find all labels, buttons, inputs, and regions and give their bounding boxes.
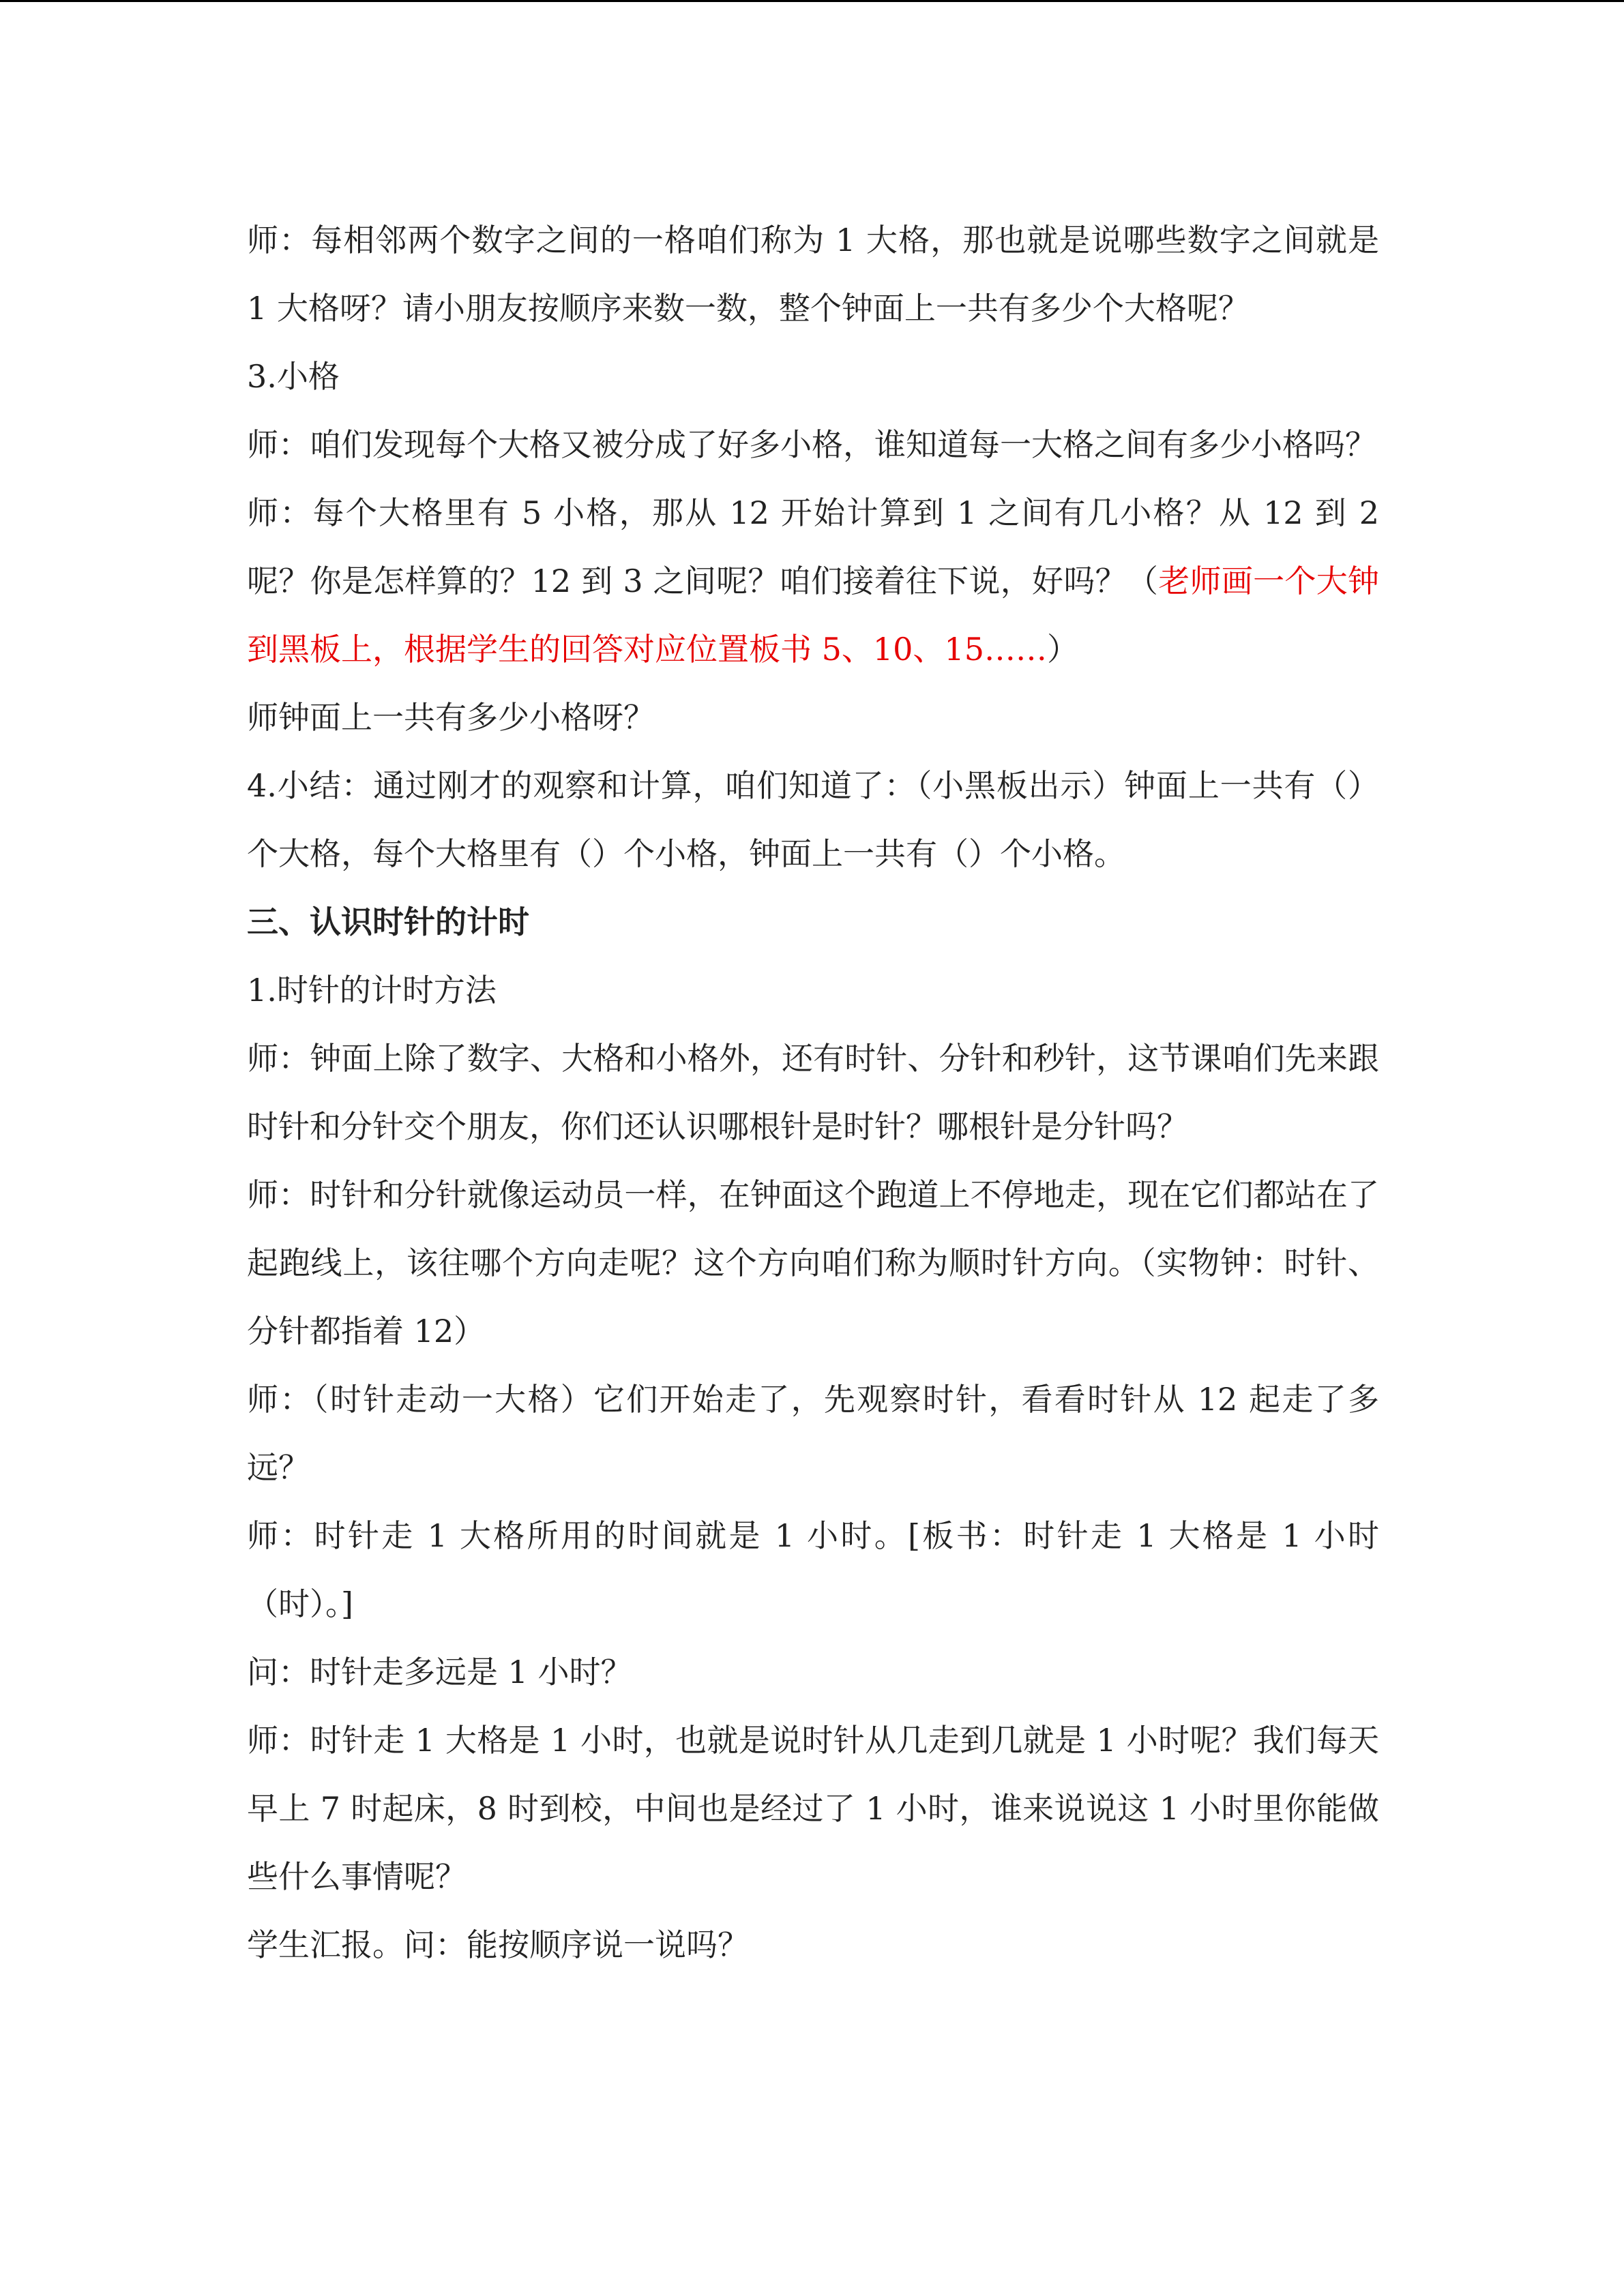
- top-border-line: [0, 0, 1624, 2]
- document-body: [247, 206, 1379, 1979]
- subheading-hour-hand-method: 1.时针的计时方法: [247, 972, 497, 1009]
- paragraph-counting-small-grids: [247, 479, 1379, 683]
- paragraph-one-hour-definition: 师：时针走 1 大格所用的时间就是 1 小时。[板书：时针走 1 大格是 1 小时（时）。]: [247, 1517, 1379, 1622]
- teacher-note-red: 老师画一个大钟到黑板上，根据学生的回答对应位置板书 5、10、15……: [247, 563, 1380, 668]
- paragraph-big-grid-question: 师：每相邻两个数字之间的一格咱们称为 1 大格，那也就是说哪些数字之间就是 1 大格呀？请小朋友按顺序来数一数，整个钟面上一共有多少个大格呢？: [247, 222, 1379, 327]
- paragraph-text: ）: [1046, 631, 1078, 668]
- paragraph-total-small-grids: 师钟面上一共有多少小格呀？: [247, 699, 655, 736]
- paragraph-student-report: 学生汇报。问：能按顺序说一说吗？: [247, 1926, 749, 1963]
- paragraph-hour-hand-moves: 师：（时针走动一大格）它们开始走了，先观察时针，看看时针从 12 起走了多远？: [247, 1381, 1379, 1486]
- subheading-small-grid: 3.小格: [247, 358, 340, 395]
- paragraph-small-grid-question: 师：咱们发现每个大格又被分成了好多小格，谁知道每一大格之间有多少小格吗？: [247, 426, 1376, 463]
- paragraph-question-one-hour: 问：时针走多远是 1 小时？: [247, 1654, 632, 1690]
- paragraph-text: 师：每个大格里有 5 小格，那从 12 开始计算到 1 之间有几小格？从 12 到 2 呢？你是怎样算的？12 到 3 之间呢？咱们接着往下说，好吗？（: [247, 494, 1379, 599]
- section-heading-hour-hand: 三、认识时针的计时: [247, 904, 529, 940]
- paragraph-one-hour-example: 师：时针走 1 大格是 1 小时，也就是说时针从几走到几就是 1 小时呢？我们每天早上 7 时起床，8 时到校，中间也是经过了 1 小时，谁来说说这 1 小时里你能做些什么事情呢？: [247, 1722, 1379, 1895]
- paragraph-clock-hands-intro: 师：钟面上除了数字、大格和小格外，还有时针、分针和秒针，这节课咱们先来跟时针和分针交个朋友，你们还认识哪根针是时针？哪根针是分针吗？: [247, 1040, 1379, 1145]
- paragraph-summary: 4.小结：通过刚才的观察和计算，咱们知道了：（小黑板出示）钟面上一共有（）个大格，每个大格里有（）个小格，钟面上一共有（）个小格。: [247, 767, 1379, 872]
- paragraph-clockwise-direction: 师：时针和分针就像运动员一样，在钟面这个跑道上不停地走，现在它们都站在了起跑线上，该往哪个方向走呢？这个方向咱们称为顺时针方向。（实物钟：时针、分针都指着 12）: [247, 1176, 1379, 1350]
